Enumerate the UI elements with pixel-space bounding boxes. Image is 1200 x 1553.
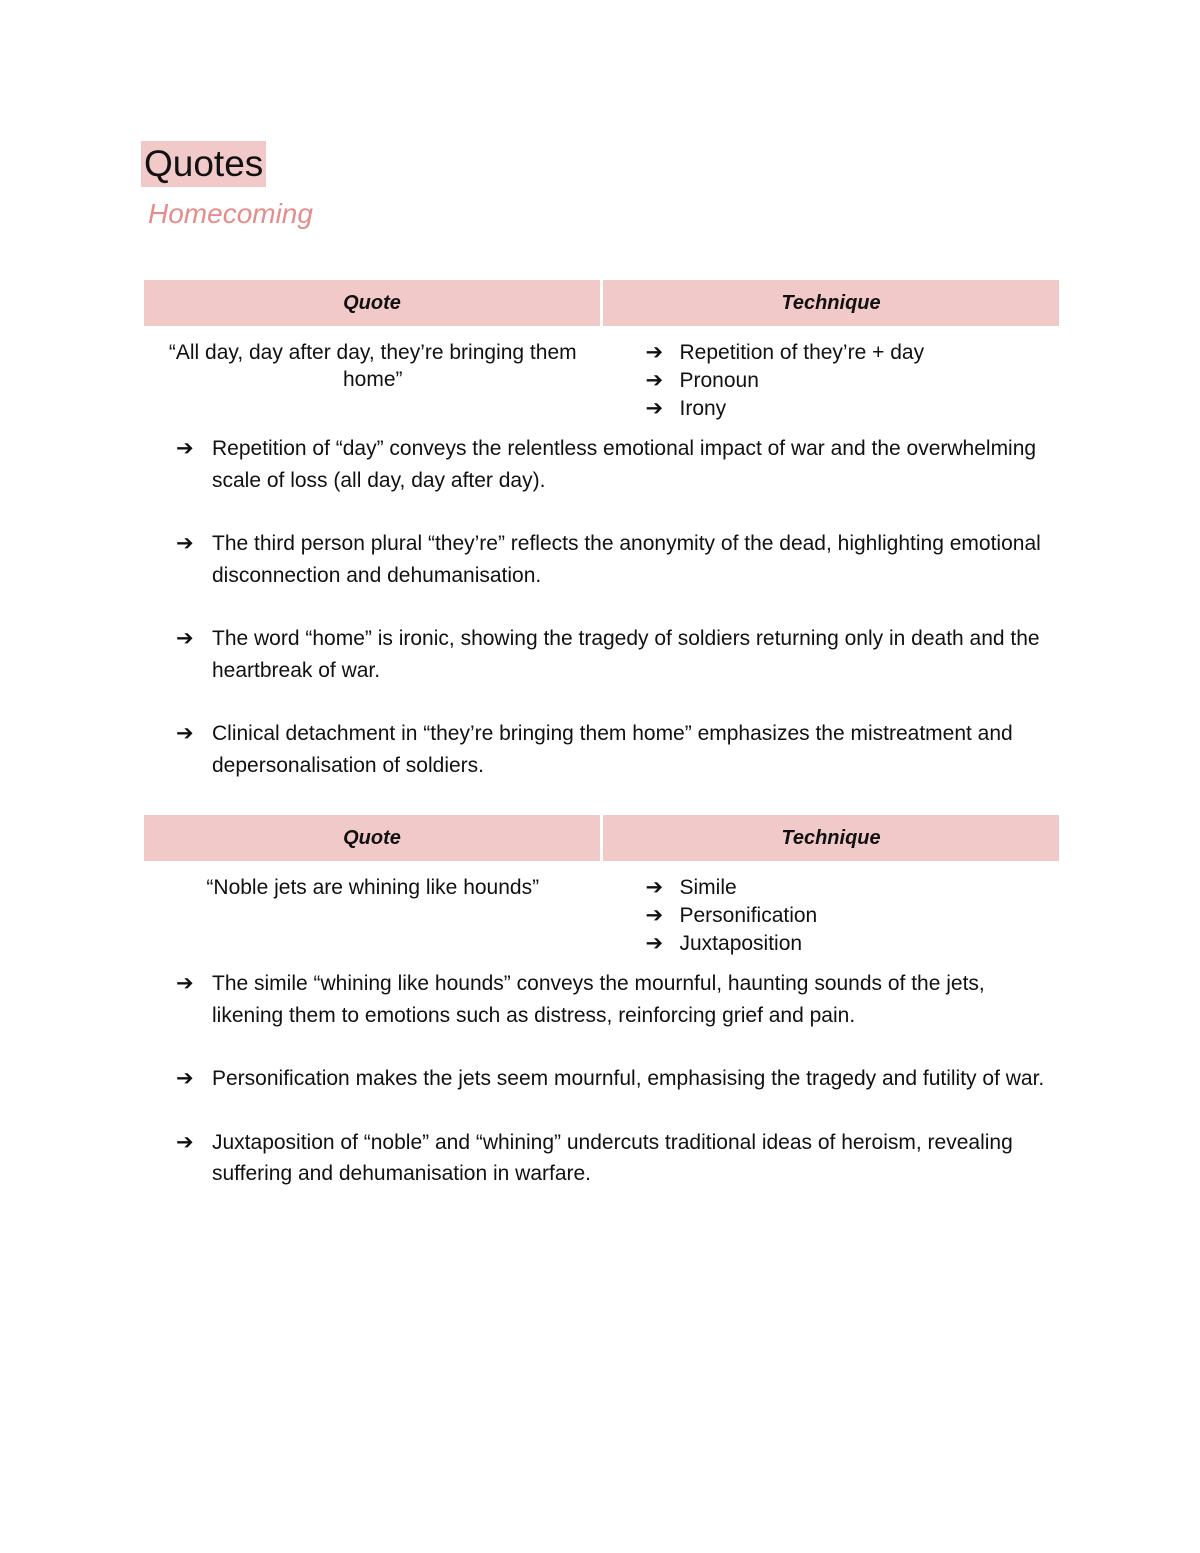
header-technique: Technique <box>602 280 1060 326</box>
technique-cell <box>602 861 1060 958</box>
header-quote: Quote <box>144 280 602 326</box>
quote-table-1 <box>144 280 1059 423</box>
analysis-text: The third person plural “they’re” reflects the anonymity of the dead, highlighting emotional disconnection and dehumanisation. <box>212 532 1041 587</box>
arrow-right-icon: ➔ <box>645 932 664 955</box>
page-title: Quotes <box>141 141 266 187</box>
analysis-item <box>176 1063 1046 1095</box>
arrow-right-icon: ➔ <box>176 627 194 650</box>
analysis-item <box>176 433 1046 496</box>
technique-cell <box>602 326 1060 423</box>
arrow-right-icon: ➔ <box>176 1067 194 1090</box>
technique-list <box>646 874 1060 958</box>
analysis-item <box>176 968 1046 1031</box>
quote-cell: “Noble jets are whining like hounds” <box>206 876 540 899</box>
arrow-right-icon: ➔ <box>645 876 664 899</box>
analysis-item <box>176 718 1046 781</box>
analysis-list-1 <box>176 433 1046 813</box>
technique-item <box>646 930 1060 958</box>
arrow-right-icon: ➔ <box>645 369 664 392</box>
technique-label: Repetition of they’re + day <box>679 341 925 364</box>
technique-label: Pronoun <box>679 369 759 392</box>
analysis-text: The word “home” is ironic, showing the tragedy of soldiers returning only in death and the heartbreak of war. <box>212 627 1040 682</box>
analysis-item <box>176 528 1046 591</box>
arrow-right-icon: ➔ <box>176 1130 194 1154</box>
header-quote: Quote <box>144 815 602 861</box>
technique-list <box>646 339 1060 423</box>
analysis-text: Clinical detachment in “they’re bringing them home” emphasizes the mistreatment and depersonalisation of soldiers. <box>212 722 1013 777</box>
arrow-right-icon: ➔ <box>645 904 664 927</box>
technique-label: Juxtaposition <box>679 932 803 955</box>
analysis-text: The simile “whining like hounds” conveys the mournful, haunting sounds of the jets, likening them to emotions such as distress, reinforcing grief and pain. <box>212 972 985 1027</box>
quote-cell: “All day, day after day, they’re bringing them home” <box>168 341 577 391</box>
technique-label: Personification <box>679 904 818 927</box>
technique-label: Simile <box>679 876 737 899</box>
technique-item <box>646 902 1060 930</box>
analysis-text: Juxtaposition of “noble” and “whining” undercuts traditional ideas of heroism, revealing suffering and dehumanisation in warfare. <box>212 1130 1013 1185</box>
arrow-right-icon: ➔ <box>176 972 194 995</box>
header-technique: Technique <box>602 815 1060 861</box>
analysis-item <box>176 1127 1046 1190</box>
arrow-right-icon: ➔ <box>176 722 194 745</box>
technique-item <box>646 339 1060 367</box>
arrow-right-icon: ➔ <box>645 397 664 420</box>
technique-item <box>646 395 1060 423</box>
technique-item <box>646 874 1060 902</box>
arrow-right-icon: ➔ <box>176 437 194 460</box>
technique-item <box>646 367 1060 395</box>
analysis-item <box>176 623 1046 686</box>
analysis-text: Personification makes the jets seem mournful, emphasising the tragedy and futility of war. <box>212 1067 1045 1090</box>
arrow-right-icon: ➔ <box>645 341 664 364</box>
analysis-text: Repetition of “day” conveys the relentless emotional impact of war and the overwhelming scale of loss (all day, day after day). <box>212 437 1037 492</box>
technique-label: Irony <box>679 397 727 420</box>
quote-table-2 <box>144 815 1059 958</box>
analysis-list-2 <box>176 968 1046 1222</box>
arrow-right-icon: ➔ <box>176 532 194 555</box>
page-subtitle: Homecoming <box>148 198 313 229</box>
